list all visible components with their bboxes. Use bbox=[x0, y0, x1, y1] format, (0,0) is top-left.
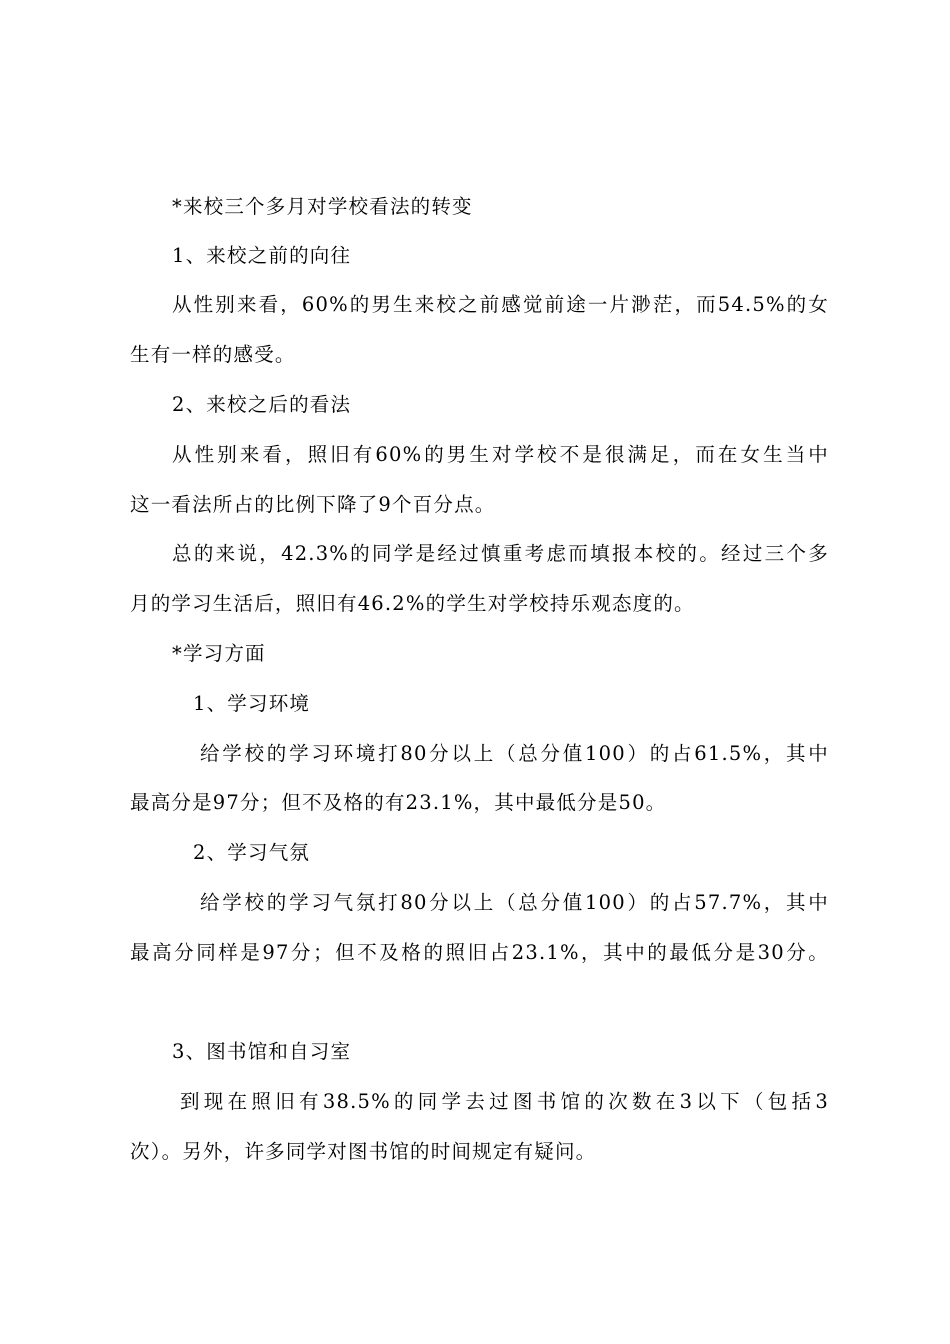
paragraph-after-line-1: 从性别来看，照旧有60%的男生对学校不是很满足，而在女生当中 bbox=[172, 443, 829, 466]
paragraph-summary-line-1: 总的来说，42.3%的同学是经过慎重考虑而填报本校的。经过三个多 bbox=[172, 542, 829, 565]
section-heading-attitude-change: *来校三个多月对学校看法的转变 bbox=[172, 195, 473, 218]
paragraph-atmosphere-line-2: 最高分同样是97分；但不及格的照旧占23.1%，其中的最低分是30分。 bbox=[130, 941, 829, 964]
paragraph-library-line-1: 到现在照旧有38.5%的同学去过图书馆的次数在3以下（包括3 bbox=[180, 1090, 829, 1113]
subheading-after-arrival: 2、来校之后的看法 bbox=[172, 393, 352, 416]
subheading-study-environment: 1、学习环境 bbox=[193, 692, 311, 715]
subheading-library: 3、图书馆和自习室 bbox=[172, 1040, 352, 1063]
section-heading-study: *学习方面 bbox=[172, 642, 266, 665]
paragraph-environment-line-2: 最高分是97分；但不及格的有23.1%，其中最低分是50。 bbox=[130, 791, 667, 814]
paragraph-before-line-1: 从性别来看，60%的男生来校之前感觉前途一片渺茫，而54.5%的女 bbox=[172, 293, 829, 316]
paragraph-atmosphere-line-1: 给学校的学习气氛打80分以上（总分值100）的占57.7%，其中 bbox=[200, 891, 829, 914]
paragraph-summary-line-2: 月的学习生活后，照旧有46.2%的学生对学校持乐观态度的。 bbox=[130, 592, 695, 615]
paragraph-before-line-2: 生有一样的感受。 bbox=[130, 343, 296, 366]
paragraph-after-line-2: 这一看法所占的比例下降了9个百分点。 bbox=[130, 493, 496, 516]
subheading-before-arrival: 1、来校之前的向往 bbox=[172, 244, 352, 267]
paragraph-library-line-2: 次）。另外，许多同学对图书馆的时间规定有疑问。 bbox=[130, 1140, 597, 1163]
paragraph-environment-line-1: 给学校的学习环境打80分以上（总分值100）的占61.5%，其中 bbox=[200, 742, 829, 765]
subheading-study-atmosphere: 2、学习气氛 bbox=[193, 841, 311, 864]
